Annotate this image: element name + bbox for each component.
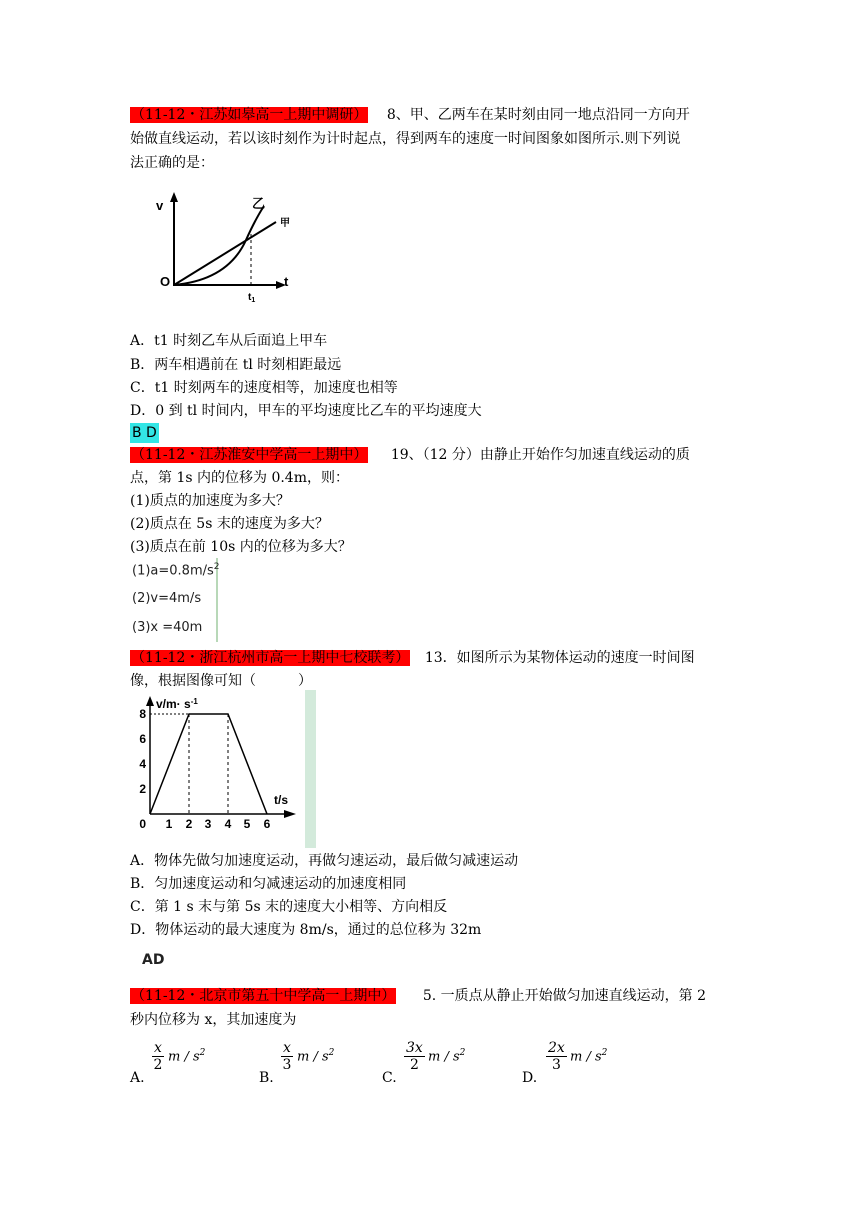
- q8-option-a: A．t1 时刻乙车从后面追上甲车: [130, 333, 328, 349]
- q13-v-arrow: [146, 696, 154, 706]
- q8-answer: B D: [132, 425, 157, 441]
- q19-answer3: (3)x =40m: [132, 620, 203, 635]
- q19-answer-box: [130, 558, 218, 642]
- q8-label-jia: 甲: [280, 218, 290, 229]
- q5-stem-line2: 秒内位移为 x，其加速度为: [130, 1012, 297, 1028]
- q13-xtick: 2: [185, 817, 193, 831]
- q13-option-d: D．物体运动的最大速度为 8m/s，通过的总位移为 32m: [130, 922, 482, 938]
- q8-label-t1: $t_1$: [248, 292, 256, 304]
- q8-stem-line3: 法正确的是：: [130, 155, 214, 171]
- q13-xlabel: t/s: [274, 793, 289, 807]
- q13-stem-line1: （11-12・浙江杭州市高一上期中七校联考） 13．如图所示为某物体运动的速度一时间图: [131, 650, 695, 666]
- q8-vt-graph: [148, 188, 308, 308]
- q13-ytick: 4: [139, 757, 146, 771]
- q13-t-arrow: [284, 810, 296, 818]
- q13-ytick: 6: [139, 732, 146, 746]
- q13-option-c: C．第 1 s 末与第 5s 末的速度大小相等、方向相反: [130, 899, 448, 915]
- q19-stem-line1: （11-12・江苏淮安中学高一上期中） 19、（12 分）由静止开始作匀加速直线运动的质: [131, 447, 690, 463]
- q13-answer: AD: [142, 952, 165, 968]
- q8-v-arrow: [170, 192, 178, 202]
- q8-option-c: C．t1 时刻两车的速度相等，加速度也相等: [130, 380, 398, 396]
- q8-option-b: B．两车相遇前在 tl 时刻相距最远: [130, 357, 342, 373]
- q5-source-tag: （11-12・北京市第五十中学高一上期中）: [131, 988, 396, 1004]
- q13-ytick: 0: [139, 817, 146, 831]
- q8-label-t: t: [284, 274, 289, 289]
- q13-ytick: 2: [139, 782, 146, 796]
- q19-stem-line2: 点，第 1s 内的位移为 0.4m，则：: [130, 470, 349, 486]
- q19-part1: (1)质点的加速度为多大？: [130, 493, 290, 509]
- q13-xtick: 1: [165, 817, 173, 831]
- q8-stem-line2: 始做直线运动，若以该时刻作为计时起点，得到两车的速度一时间图象如图所示.则下列说: [130, 131, 681, 147]
- q8-label-o: O: [160, 274, 171, 289]
- q5-stem-line1: （11-12・北京市第五十中学高一上期中） 5. 一质点从静止开始做匀加速直线运动，第 2: [131, 988, 706, 1004]
- q13-ylabel: $v/m\cdot s^{-1}$: [156, 697, 198, 711]
- q8-source-tag: （11-12・江苏如皋高一上期中调研）: [131, 107, 368, 123]
- q13-xtick: 3: [204, 817, 212, 831]
- q13-velocity-line: [150, 714, 267, 814]
- q13-vt-graph: [134, 694, 304, 834]
- q19-answer1: $(1)a=0.8m/s^2$: [132, 562, 220, 579]
- q19-answer2: (2)v=4m/s: [132, 591, 202, 606]
- q13-ytick: 8: [139, 707, 146, 721]
- q13-xtick: 6: [263, 817, 271, 831]
- q8-label-yi: 乙: [252, 197, 266, 212]
- q13-xtick: 4: [224, 817, 232, 831]
- q13-option-a: A．物体先做匀加速度运动，再做匀速运动，最后做匀减速运动: [130, 853, 519, 869]
- q19-part2: (2)质点在 5s 末的速度为多大？: [130, 516, 329, 532]
- q8-curve-yi: [174, 206, 264, 285]
- q8-label-v: v: [156, 198, 164, 213]
- q13-stem-line2: 像，根据图像可知（ ）: [130, 673, 312, 689]
- q13-option-b: B．匀加速度运动和匀减速运动的加速度相同: [130, 876, 407, 892]
- q13-xtick: 5: [243, 817, 251, 831]
- q5-option-a-fraction: $\frac{x}{2}$: [153, 1040, 163, 1073]
- q8-line-jia: [174, 222, 276, 285]
- q13-source-tag: （11-12・浙江杭州市高一上期中七校联考）: [131, 650, 410, 666]
- q5-option-c-fraction: $\frac{3x}{2}$: [406, 1040, 423, 1073]
- q8-option-d: D．0 到 tl 时间内，甲车的平均速度比乙车的平均速度大: [130, 403, 482, 419]
- q5-option-b-fraction: $\frac{x}{3}$: [282, 1040, 292, 1073]
- q13-side-bar: [305, 690, 316, 848]
- q8-stem-line1: （11-12・江苏如皋高一上期中调研） 8、甲、乙两车在某时刻由同一地点沿同一方向开: [131, 107, 690, 123]
- q19-source-tag: （11-12・江苏淮安中学高一上期中）: [131, 447, 368, 463]
- q19-part3: (3)质点在前 10s 内的位移为多大？: [130, 539, 352, 555]
- q5-option-d-fraction: $\frac{2x}{3}$: [548, 1040, 565, 1073]
